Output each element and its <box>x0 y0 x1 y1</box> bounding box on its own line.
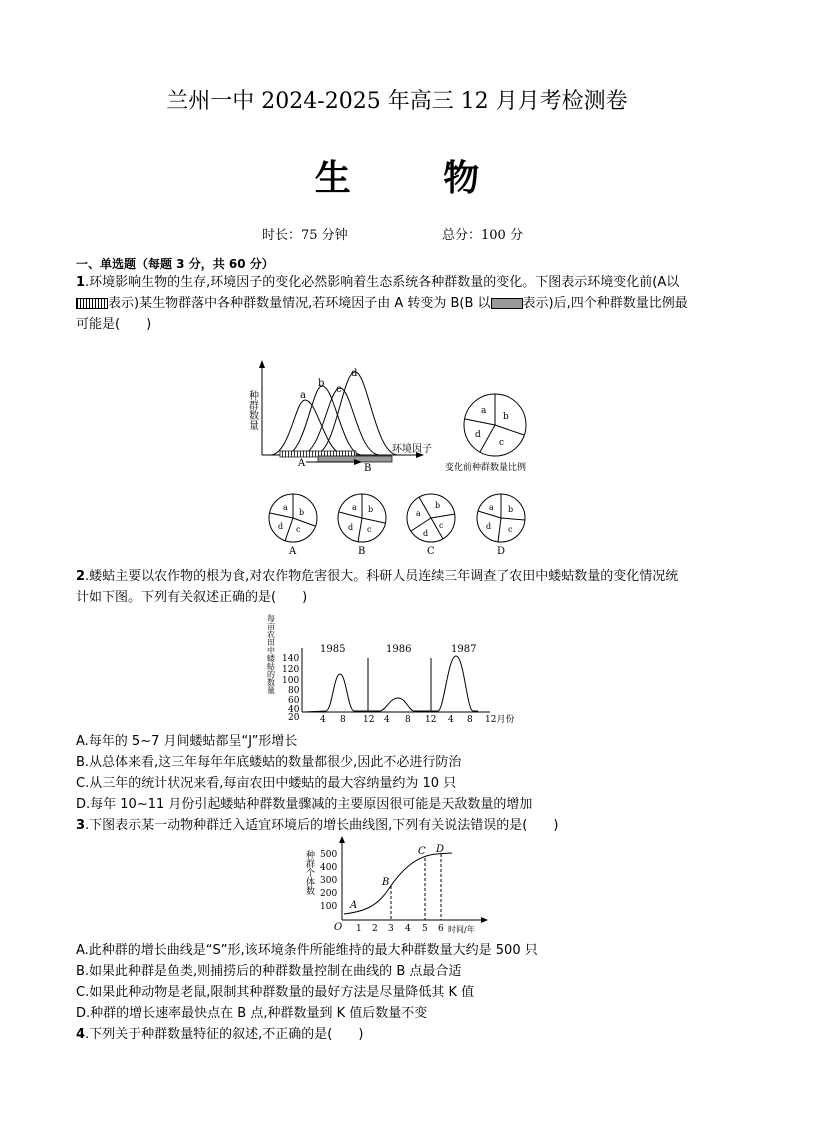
q2-options <box>76 731 722 836</box>
point-C: C <box>418 846 426 857</box>
option-C: C.从三年的统计状况来看,每亩农田中蝼蛄的最大容纳量约为 10 只 <box>76 776 457 791</box>
pie-caption: 变化前种群数量比例 <box>445 463 527 473</box>
svg-text:b: b <box>299 508 305 517</box>
question-number: 1 <box>76 275 86 290</box>
option-label-B: B <box>358 546 366 557</box>
question-number: 4 <box>76 1027 86 1042</box>
option-label-C: C <box>427 546 435 557</box>
option-pie-D <box>477 494 525 542</box>
question-2 <box>76 566 722 608</box>
svg-text:d: d <box>348 523 354 532</box>
option-label-A: A <box>289 546 297 557</box>
svg-text:b: b <box>503 412 509 422</box>
svg-text:d: d <box>278 522 284 531</box>
svg-text:c: c <box>439 521 444 530</box>
point-D: D <box>436 844 445 855</box>
origin-O: O <box>334 922 343 933</box>
subject-title: 生 物 <box>314 158 520 199</box>
option-C: C.如果此种动物是老鼠,限制其种群数量的最好方法是尽量降低其 K 值 <box>76 985 475 1000</box>
svg-text:a: a <box>481 406 487 416</box>
question-text: 计如下图。下列有关叙述正确的是( ) <box>76 590 308 605</box>
option-B: B.从总体来看,这三年每年年底蝼蛄的数量都很少,因此不必进行防治 <box>76 755 462 770</box>
svg-text:120: 120 <box>282 665 300 675</box>
q3-options <box>76 940 722 1045</box>
point-A: A <box>350 900 358 911</box>
svg-text:100: 100 <box>320 902 338 912</box>
question-number: 3 <box>76 818 86 833</box>
svg-text:a: a <box>489 503 494 512</box>
svg-text:b: b <box>435 501 441 510</box>
option-pie-C <box>407 494 455 542</box>
q3-chart <box>306 836 490 936</box>
curve-label-a: a <box>300 390 306 401</box>
option-B: B.如果此种群是鱼类,则捕捞后的种群数量控制在曲线的 B 点最合适 <box>76 964 462 979</box>
q1-ylabel: 种群数量 <box>246 390 258 430</box>
svg-text:20: 20 <box>288 713 300 723</box>
svg-text:200: 200 <box>320 889 338 899</box>
svg-text:12月份: 12月份 <box>485 715 515 725</box>
svg-text:12: 12 <box>363 715 375 725</box>
svg-text:c: c <box>499 438 505 448</box>
exam-title: 兰州一中 2024-2025 年高三 12 月月考检测卷 <box>166 89 628 114</box>
svg-text:a: a <box>416 509 421 518</box>
option-A: A.每年的 5~7 月间蝼蛄都呈“J”形增长 <box>76 734 298 749</box>
svg-text:b: b <box>508 505 514 514</box>
svg-text:400: 400 <box>320 863 338 873</box>
svg-text:c: c <box>296 525 301 534</box>
svg-text:8: 8 <box>405 715 411 725</box>
q3-yticks <box>320 850 337 912</box>
svg-text:d: d <box>475 430 481 440</box>
point-B: B <box>382 877 390 888</box>
q2-series-line <box>304 656 478 712</box>
question-text: .环境影响生物的生存,环境因子的变化必然影响着生态系统各种群数量的变化。下图表示环境变化前(A以 <box>85 275 680 290</box>
q1-curve-figure <box>240 360 560 560</box>
curve-label-d: d <box>351 368 358 379</box>
label-B: B <box>364 463 372 474</box>
question-1 <box>76 272 722 335</box>
question-text: 表示)后,四个种群数量比例最 <box>522 296 688 311</box>
svg-text:4: 4 <box>320 715 326 725</box>
option-label-D: D <box>497 546 506 557</box>
q2-xticks <box>320 713 514 725</box>
year-1986: 1986 <box>386 644 412 655</box>
svg-text:300: 300 <box>320 876 338 886</box>
svg-text:1: 1 <box>356 924 362 934</box>
svg-text:60: 60 <box>288 696 300 706</box>
svg-text:a: a <box>352 503 357 512</box>
svg-text:6: 6 <box>438 924 444 934</box>
reference-pie <box>464 394 526 456</box>
svg-text:4: 4 <box>448 715 454 725</box>
option-D: D.每年 10~11 月份引起蝼蛄种群数量骤减的主要原因很可能是天敌数量的增加 <box>76 797 533 812</box>
svg-text:4: 4 <box>405 924 411 934</box>
question-text: 表示)某生物群落中各种群数量情况,若环境因子由 A 转变为 B(B 以 <box>108 296 491 311</box>
svg-text:b: b <box>368 505 374 514</box>
q3-ylabel: 种群个体数 <box>304 850 314 895</box>
option-pie-B <box>338 494 386 542</box>
option-D: D.种群的增长速率最快点在 B 点,种群数量到 K 值后数量不变 <box>76 1006 428 1021</box>
total-score-text: 总分：100 分 <box>442 228 523 243</box>
svg-text:d: d <box>423 529 429 538</box>
svg-text:3: 3 <box>388 924 394 934</box>
q1-xlabel: 环境因子 <box>392 444 432 455</box>
option-pie-A <box>269 494 317 542</box>
q3-xticks <box>356 924 444 934</box>
svg-text:500: 500 <box>320 850 338 860</box>
svg-text:12: 12 <box>425 715 437 725</box>
question-text: .下图表示某一动物种群迁入适宜环境后的增长曲线图,下列有关说法错误的是( ) <box>85 818 559 833</box>
svg-text:8: 8 <box>467 715 473 725</box>
duration-text: 时长：75 分钟 <box>262 228 348 243</box>
svg-text:2: 2 <box>372 924 378 934</box>
svg-text:80: 80 <box>288 686 300 696</box>
section-heading: 一、单选题（每题 3 分，共 60 分） <box>76 257 274 271</box>
svg-text:100: 100 <box>282 676 300 686</box>
question-number: 2 <box>76 569 86 584</box>
svg-text:d: d <box>486 522 492 531</box>
q3-growth-curve <box>344 853 452 914</box>
curve-label-b: b <box>318 378 325 389</box>
year-1985: 1985 <box>320 644 346 655</box>
question-text: .蝼蛄主要以农作物的根为食,对农作物危害很大。科研人员连续三年调查了农田中蝼蛄数量的变化情况统 <box>85 569 679 584</box>
svg-text:4: 4 <box>384 715 390 725</box>
svg-text:c: c <box>367 525 372 534</box>
legend-b-swatch <box>491 298 523 309</box>
year-1987: 1987 <box>451 644 477 655</box>
question-text: .下列关于种群数量特征的叙述,不正确的是( ) <box>85 1027 364 1042</box>
label-A: A <box>298 458 306 469</box>
svg-text:5: 5 <box>422 924 428 934</box>
q2-ylabel: 每亩农田中蝼蛄的数量 <box>266 614 276 694</box>
svg-text:140: 140 <box>282 654 300 664</box>
q2-yticks <box>282 654 300 715</box>
svg-text:40: 40 <box>288 705 300 715</box>
svg-text:8: 8 <box>340 715 346 725</box>
svg-text:c: c <box>508 525 513 534</box>
q2-chart <box>268 612 528 724</box>
option-A: A.此种群的增长曲线是“S”形,该环境条件所能维持的最大种群数量大约是 500 只 <box>76 943 538 958</box>
svg-text:a: a <box>283 503 288 512</box>
q3-xlabel: 时间/年 <box>448 925 475 934</box>
curve-label-c: c <box>336 384 342 395</box>
question-text: 可能是( ) <box>76 317 152 332</box>
legend-a-swatch <box>76 298 108 309</box>
